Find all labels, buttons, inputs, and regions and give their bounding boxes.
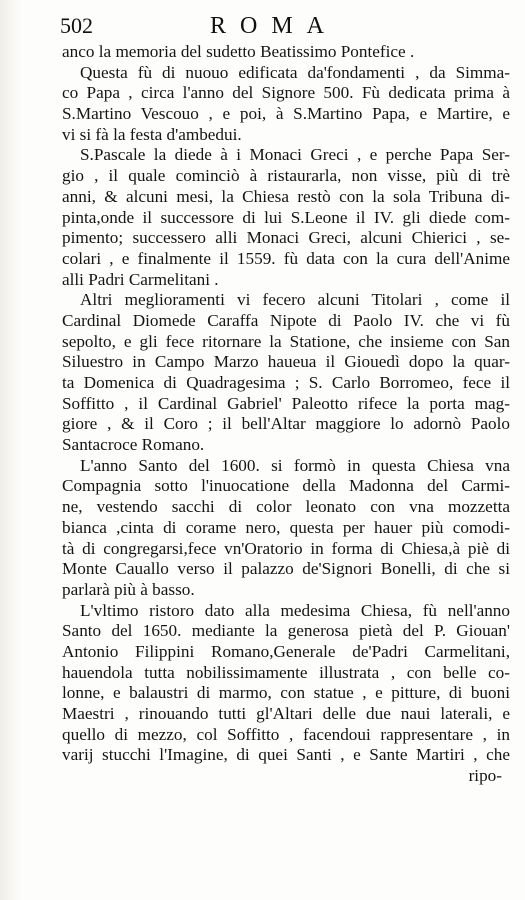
text-line: L'vltimo ristoro dato alla medesima Chiesa, fù nell'anno: [80, 600, 510, 620]
text-line: anni, & alcuni mesi, la Chiesa restò con la sola Tribuna di-: [62, 186, 510, 206]
text-line: parlarà più à basso.: [62, 579, 195, 599]
paragraph: [62, 456, 510, 601]
text-line: ne, vestendo sacchi di color leonato con vna mozzetta: [62, 497, 510, 517]
paragraph: [62, 601, 510, 767]
text-line: ta Domenica di Quadragesima ; S. Carlo Borromeo, fece il: [62, 373, 510, 392]
text-line: Altri meglioramenti vi fecero alcuni Titolari , come il: [80, 290, 510, 310]
text-line: Compagnia sotto l'inuocatione della Madonna del Carmi-: [62, 476, 510, 496]
text-line: alli Padri Carmelitani .: [62, 269, 219, 289]
text-line: pimento; successero alli Monaci Greci, alcuni Chierici , se-: [62, 228, 510, 248]
text-line: quello di mezzo, col Soffitto , facendoui rappresentare , in: [62, 724, 510, 744]
running-head: ROMA: [210, 13, 339, 39]
paragraph: [62, 42, 510, 63]
text-line: gio , il quale cominciò à ristaurarla, non visse, più di trè: [62, 166, 510, 186]
page-number: 502: [60, 13, 93, 38]
text-line: Santo del 1650. mediante la generosa pietà del P. Giouan': [62, 621, 510, 641]
paragraph: [62, 145, 510, 290]
text-line: Antonio Filippini Romano,Generale de'Padri Carmelitani,: [62, 641, 510, 661]
text-line: varij stucchi l'Imagine, di quei Santi , e Sante Martiri , che: [62, 745, 510, 765]
text-line: sepolto, e gli fece ritornare la Statione, che insieme con San: [62, 331, 510, 351]
text-line: Cardinal Diomede Caraffa Nipote di Paolo IV. che vi fù: [62, 310, 510, 330]
text-line: lonne, e balaustri di marmo, con statue , e pitture, di buoni: [62, 683, 510, 703]
catchword: ripo-: [468, 766, 502, 786]
text-line: Monte Cauallo verso il palazzo de'Signori Bonelli, di che si: [62, 559, 510, 579]
page-header: [60, 12, 510, 40]
text-line: hauendola tutta nobilissimamente illustrata , con belle co-: [62, 662, 510, 682]
paragraph: [62, 290, 510, 456]
body-text: [62, 42, 510, 787]
text-line: S.Pascale la diede à i Monaci Greci , e perche Papa Ser-: [80, 145, 510, 165]
text-line: Santacroce Romano.: [62, 435, 205, 455]
text-line: bianca ,cinta di corame nero, questa per hauer più comodi-: [62, 517, 510, 537]
text-line: pinta,onde il successore di lui S.Leone il IV. gli diede com-: [62, 207, 510, 227]
text-line: Questa fù di nuouo edificata da'fondamenti , da Simma-: [80, 62, 510, 82]
text-line: Maestri , rinouando tutti gl'Altari delle due naui laterali, e: [62, 704, 510, 723]
text-line: Soffitto , il Cardinal Gabriel' Paleotto rifece la porta mag-: [62, 393, 510, 413]
paragraph: [62, 63, 510, 146]
text-line: co Papa , circa l'anno del Signore 500. Fù dedicata prima à: [62, 83, 510, 103]
text-line: colari , e finalmente il 1559. fù data con la cura dell'Anime: [62, 248, 510, 268]
page-gutter-shadow: [0, 0, 22, 900]
text-line: anco la memoria del sudetto Beatissimo Pontefice .: [62, 42, 415, 61]
text-line: giore , & il Coro ; il bell'Altar maggiore lo adornò Paolo: [62, 414, 510, 434]
text-line: S.Martino Vescouo , e poi, à S.Martino Papa, e Martire, e: [62, 104, 510, 124]
text-line: vi si fà la festa d'ambedui.: [62, 124, 242, 144]
text-line: Siluestro in Campo Marzo haueua il Giouedì dopo la quar-: [62, 352, 510, 372]
text-line: L'anno Santo del 1600. si formò in questa Chiesa vna: [80, 455, 510, 475]
text-line: tà di congregarsi,fece vn'Oratorio in forma di Chiesa,à piè di: [62, 538, 510, 558]
